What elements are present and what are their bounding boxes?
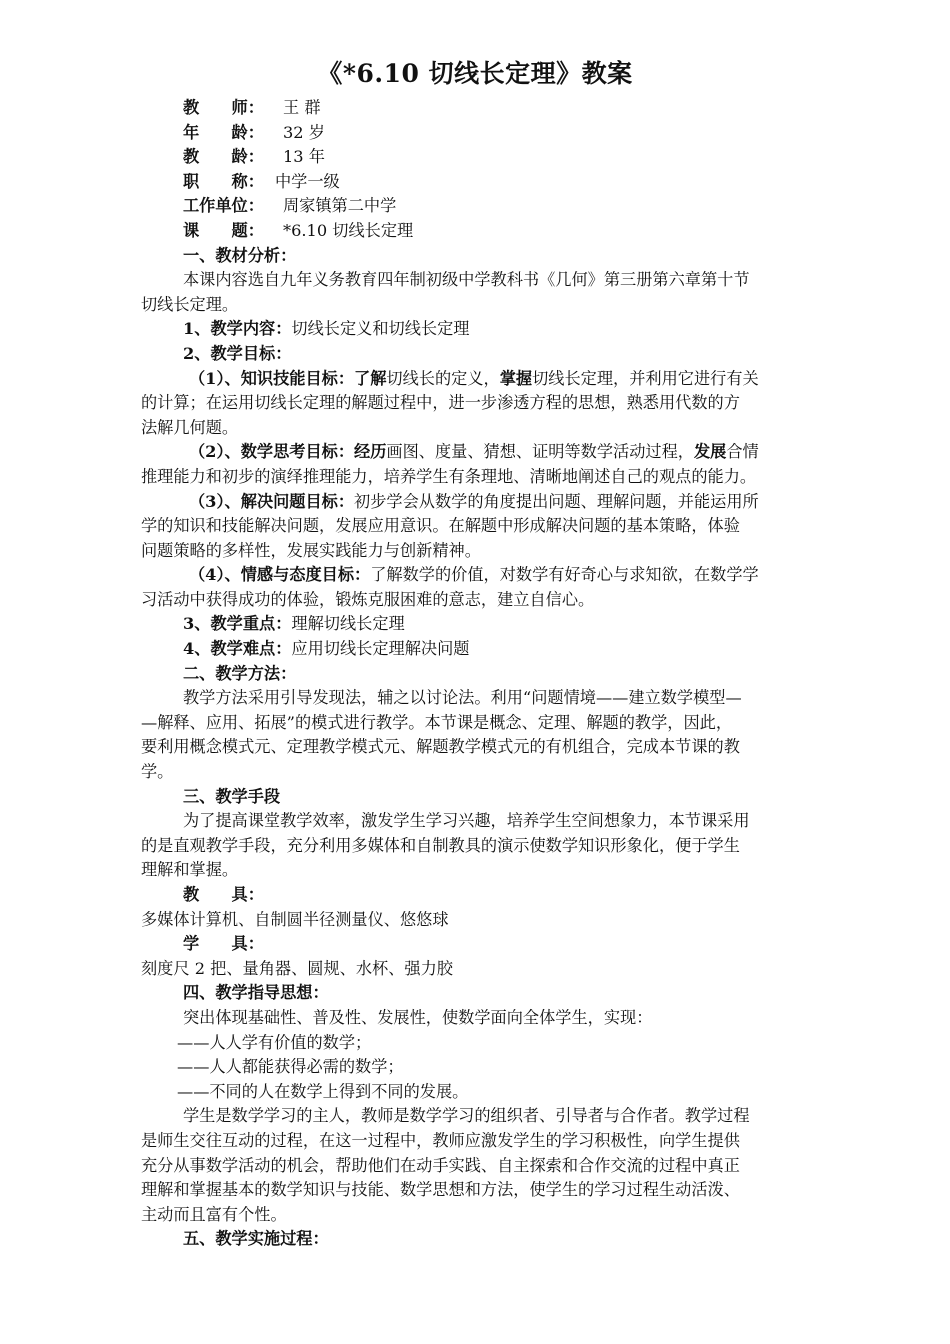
teaching-content-text: 切线长定义和切线长定理 xyxy=(291,319,470,339)
teaching-tools-heading xyxy=(141,883,863,908)
s4-dash-item: ——不同的人在数学上得到不同的发展。 xyxy=(177,1081,469,1101)
s2-line: 要利用概念模式元、定理教学模式元、解题教学模式元的有机组合，完成本节课的教 xyxy=(141,737,740,757)
teaching-content-label: 1、教学内容： xyxy=(183,319,292,339)
student-tools-heading xyxy=(141,932,863,957)
goal-1-keyword: 掌握 xyxy=(499,368,533,388)
goal-2-text: 画图、度量、猜想、证明等数学活动过程， xyxy=(386,442,694,462)
info-value: 13 年 xyxy=(283,147,325,167)
info-row-workplace xyxy=(141,194,863,219)
info-value: 中学一级 xyxy=(275,171,340,191)
info-value: 周家镇第二中学 xyxy=(283,196,397,216)
difficulty-text: 应用切线长定理解决问题 xyxy=(291,639,470,659)
teaching-content xyxy=(141,317,863,342)
goal-1-line: 的计算；在运用切线长定理的解题过程中，进一步渗透方程的思想，熟悉用代数的方 xyxy=(141,393,740,413)
s4-paragraph-line: 学生是数学学习的主人，教师是数学学习的组织者、引导者与合作者。教学过程 xyxy=(183,1106,750,1126)
goal-1-label: （1）、知识技能目标： xyxy=(189,368,355,388)
document-body xyxy=(141,96,863,1252)
goal-2-keyword: 发展 xyxy=(693,442,727,462)
student-tools-text: 刻度尺 2 把、量角器、圆规、水杯、强力胶 xyxy=(141,958,453,978)
key-point-text: 理解切线长定理 xyxy=(291,614,405,634)
info-key: 职 称： xyxy=(183,171,264,191)
s4-dash-item: ——人人学有价值的数学； xyxy=(177,1032,372,1052)
info-key: 教 师： xyxy=(183,98,264,117)
goal-2-line xyxy=(141,440,863,465)
goal-3-line: 问题策略的多样性，发展实践能力与创新精神。 xyxy=(141,540,481,560)
goal-3-text: 初步学会从数学的角度提出问题、理解问题，并能运用所 xyxy=(354,491,759,511)
info-row-teacher xyxy=(141,96,863,121)
s4-paragraph-line: 理解和掌握基本的数学知识与技能、数学思想和方法，使学生的学习过程生动活泼、 xyxy=(141,1180,740,1200)
info-key: 年 龄： xyxy=(183,122,264,142)
goal-3-line: 学的知识和技能解决问题，发展应用意识。在解题中形成解决问题的基本策略，体验 xyxy=(141,516,740,536)
info-row-topic xyxy=(141,219,863,244)
s3-line: 为了提高课堂教学效率，激发学生学习兴趣，培养学生空间想象力，本节课采用 xyxy=(183,811,750,831)
goal-3-line xyxy=(141,490,863,515)
info-row-age xyxy=(141,121,863,146)
heading-text: 五、教学实施过程： xyxy=(183,1229,329,1249)
info-key: 工作单位： xyxy=(183,196,264,216)
document-title: 《*6.10 切线长定理》教案 xyxy=(317,59,633,88)
goal-4-label: （4）、情感与态度目标： xyxy=(189,565,371,585)
s4-line: 突出体现基础性、普及性、发展性，使数学面向全体学生，实现： xyxy=(183,1007,653,1027)
s1-intro-line: 切线长定理。 xyxy=(141,294,239,314)
s2-line: 学。 xyxy=(141,762,174,782)
goal-2-line: 推理能力和初步的演绎推理能力，培养学生有条理地、清晰地阐述自己的观点的能力。 xyxy=(141,466,757,486)
goal-4-line: 习活动中获得成功的体验，锻炼克服困难的意志，建立自信心。 xyxy=(141,589,595,609)
s2-line: 教学方法采用引导发现法，辅之以讨论法。利用“问题情境——建立数学模型— xyxy=(183,688,742,708)
info-row-title xyxy=(141,170,863,195)
teaching-difficulty xyxy=(141,637,863,662)
goal-1-line: 法解几何题。 xyxy=(141,417,239,437)
s1-intro-line: 本课内容选自九年义务教育四年制初级中学教科书《几何》第三册第六章第十节 xyxy=(183,270,750,290)
goal-1-text: 切线长的定义， xyxy=(386,368,500,388)
heading-text: 三、教学手段 xyxy=(183,786,281,806)
goal-4-text: 了解数学的价值，对数学有好奇心与求知欲，在数学学 xyxy=(370,565,759,585)
key-point-label: 3、教学重点： xyxy=(183,614,292,634)
goal-2-keyword: 经历 xyxy=(354,442,387,462)
goal-1-keyword: 了解 xyxy=(354,368,387,388)
s4-dash-item: ——人人都能获得必需的数学； xyxy=(177,1057,404,1077)
goal-4-line xyxy=(141,563,863,588)
info-key: 教 龄： xyxy=(183,147,264,167)
heading-text: 四、教学指导思想： xyxy=(183,983,329,1003)
goal-2-label: （2）、数学思考目标： xyxy=(189,442,355,462)
s3-line: 理解和掌握。 xyxy=(141,860,239,880)
info-value: 王 群 xyxy=(283,98,321,117)
goal-3-label: （3）、解决问题目标： xyxy=(189,491,355,511)
section-5-heading xyxy=(141,1227,863,1252)
teaching-key-point xyxy=(141,612,863,637)
s4-paragraph-line: 是师生交往互动的过程，在这一过程中，教师应激发学生的学习积极性，向学生提供 xyxy=(141,1130,740,1150)
info-row-teaching-years xyxy=(141,145,863,170)
goal-1-line xyxy=(141,367,863,392)
teaching-tools-text: 多媒体计算机、自制圆半径测量仪、悠悠球 xyxy=(141,909,449,929)
info-value: 32 岁 xyxy=(283,122,325,142)
heading-text: 一、教材分析： xyxy=(183,245,297,265)
goal-1-text: 切线长定理，并利用它进行有关 xyxy=(532,368,759,388)
s3-line: 的是直观教学手段，充分利用多媒体和自制教具的演示使数学知识形象化，便于学生 xyxy=(141,835,740,855)
goal-2-text: 合情 xyxy=(726,442,759,462)
section-2-heading xyxy=(141,662,863,687)
s4-paragraph-line: 充分从事数学活动的机会，帮助他们在动手实践、自主探索和合作交流的过程中真正 xyxy=(141,1155,740,1175)
section-3-heading xyxy=(141,785,863,810)
student-tools-label: 学 具： xyxy=(183,934,264,954)
difficulty-label: 4、教学难点： xyxy=(183,639,292,659)
section-1-heading xyxy=(141,244,863,269)
section-4-heading xyxy=(141,981,863,1006)
teaching-goals-heading xyxy=(141,342,863,367)
heading-text: 二、教学方法： xyxy=(183,663,297,683)
s4-paragraph-line: 主动而且富有个性。 xyxy=(141,1204,287,1224)
info-key: 课 题： xyxy=(183,220,264,240)
info-value: *6.10 切线长定理 xyxy=(283,220,414,240)
teaching-tools-label: 教 具： xyxy=(183,885,264,904)
s2-line: —解释、应用、拓展”的模式进行教学。本节课是概念、定理、解题的教学，因此， xyxy=(141,712,733,732)
teaching-goals-label: 2、教学目标： xyxy=(183,343,292,363)
